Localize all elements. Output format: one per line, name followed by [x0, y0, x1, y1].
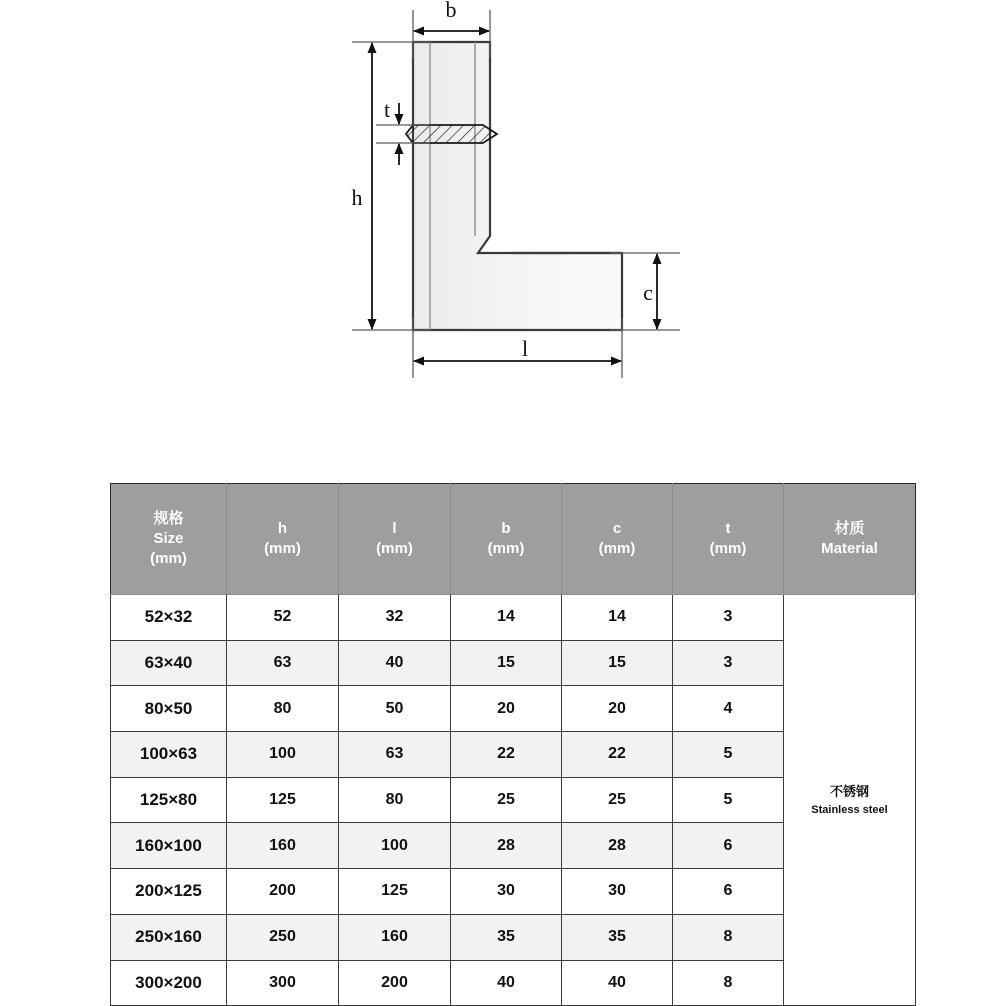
- cell-t: 8: [673, 914, 784, 960]
- cell-c: 22: [562, 732, 673, 778]
- column-header-c: [562, 484, 673, 595]
- column-header-size: [111, 484, 227, 595]
- cell-size: 200×125: [111, 869, 227, 915]
- cell-b: 14: [451, 595, 562, 641]
- l-bracket-drawing: [0, 0, 1000, 470]
- column-header-b-en: b: [501, 519, 511, 537]
- cell-size: 100×63: [111, 732, 227, 778]
- cell-h: 300: [227, 960, 339, 1006]
- cell-c: 28: [562, 823, 673, 869]
- cell-t: 3: [673, 595, 784, 641]
- cell-l: 160: [339, 914, 451, 960]
- column-header-material-cn: 材质: [834, 519, 865, 537]
- column-header-b-unit: (mm): [487, 540, 525, 557]
- column-header-h: [227, 484, 339, 595]
- cell-size: 160×100: [111, 823, 227, 869]
- cell-material: [784, 595, 916, 1006]
- cell-t: 5: [673, 732, 784, 778]
- cell-h: 63: [227, 640, 339, 686]
- specification-table: [110, 483, 916, 1006]
- cell-l: 125: [339, 869, 451, 915]
- cell-t: 8: [673, 960, 784, 1006]
- cell-c: 15: [562, 640, 673, 686]
- column-header-size-unit: (mm): [150, 550, 187, 568]
- material-value-en: Stainless steel: [811, 803, 888, 816]
- cell-h: 100: [227, 732, 339, 778]
- dimension-label-l: l: [521, 336, 529, 361]
- cell-t: 6: [673, 869, 784, 915]
- cell-b: 15: [451, 640, 562, 686]
- table-row: [111, 595, 916, 641]
- bracket-body: [413, 42, 622, 330]
- table-header-row: [111, 484, 916, 595]
- cell-b: 40: [451, 960, 562, 1006]
- cell-size: 52×32: [111, 595, 227, 641]
- cell-c: 35: [562, 914, 673, 960]
- cell-l: 100: [339, 823, 451, 869]
- dimension-label-b: b: [445, 0, 457, 22]
- cell-c: 40: [562, 960, 673, 1006]
- material-value-cn: 不锈钢: [829, 784, 869, 800]
- cell-h: 160: [227, 823, 339, 869]
- table-header: [111, 484, 916, 595]
- column-header-size-en: Size: [153, 529, 184, 547]
- cell-l: 80: [339, 777, 451, 823]
- column-header-material-en: Material: [821, 540, 878, 557]
- cell-l: 200: [339, 960, 451, 1006]
- cell-l: 50: [339, 686, 451, 732]
- table-body: [111, 595, 916, 1006]
- cell-l: 32: [339, 595, 451, 641]
- dimension-label-h: h: [351, 185, 363, 210]
- column-header-l-en: l: [392, 519, 397, 537]
- cell-h: 250: [227, 914, 339, 960]
- cell-l: 63: [339, 732, 451, 778]
- specification-table-container: [110, 483, 915, 1006]
- cell-t: 5: [673, 777, 784, 823]
- cell-b: 22: [451, 732, 562, 778]
- cell-h: 80: [227, 686, 339, 732]
- cell-size: 300×200: [111, 960, 227, 1006]
- column-header-t-unit: (mm): [709, 540, 747, 557]
- cell-size: 125×80: [111, 777, 227, 823]
- cell-c: 20: [562, 686, 673, 732]
- cell-c: 25: [562, 777, 673, 823]
- column-header-t: [673, 484, 784, 595]
- column-header-t-en: t: [725, 519, 731, 537]
- cell-c: 14: [562, 595, 673, 641]
- cell-size: 250×160: [111, 914, 227, 960]
- dimension-label-c: c: [643, 280, 653, 305]
- cell-h: 200: [227, 869, 339, 915]
- technical-drawing-panel: [0, 0, 1000, 470]
- cell-h: 52: [227, 595, 339, 641]
- cell-b: 30: [451, 869, 562, 915]
- column-header-size-cn: 规格: [153, 509, 184, 527]
- column-header-h-en: h: [277, 519, 288, 537]
- cell-t: 4: [673, 686, 784, 732]
- column-header-l: [339, 484, 451, 595]
- cell-t: 3: [673, 640, 784, 686]
- column-header-l-unit: (mm): [376, 540, 413, 557]
- cell-size: 80×50: [111, 686, 227, 732]
- column-header-c-en: c: [612, 519, 622, 537]
- cell-l: 40: [339, 640, 451, 686]
- cell-b: 28: [451, 823, 562, 869]
- cell-size: 63×40: [111, 640, 227, 686]
- column-header-h-unit: (mm): [264, 540, 301, 557]
- cell-b: 25: [451, 777, 562, 823]
- column-header-c-unit: (mm): [598, 540, 636, 557]
- cell-b: 35: [451, 914, 562, 960]
- column-header-material: [784, 484, 916, 595]
- dimension-label-t: t: [383, 97, 391, 122]
- cell-c: 30: [562, 869, 673, 915]
- cell-b: 20: [451, 686, 562, 732]
- cell-t: 6: [673, 823, 784, 869]
- column-header-b: [451, 484, 562, 595]
- cell-h: 125: [227, 777, 339, 823]
- hatched-section: [406, 125, 497, 143]
